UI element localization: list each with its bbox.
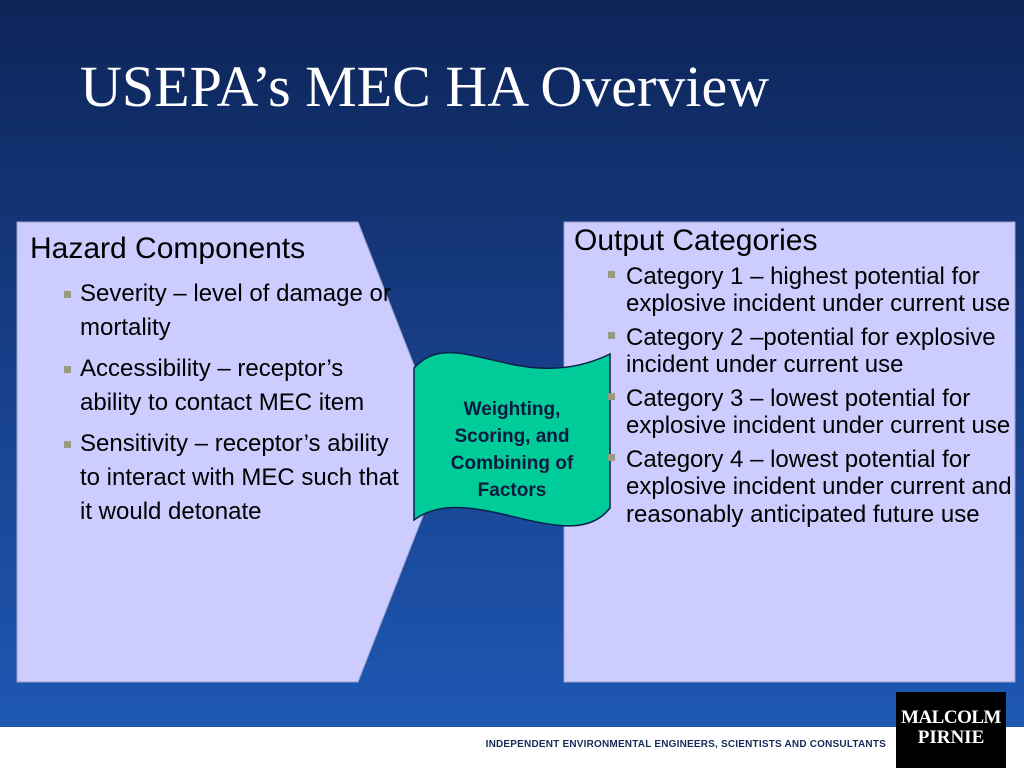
list-item xyxy=(30,427,400,529)
list-item-text: Sensitivity – receptor’s ability to interact with MEC such that it would detonate xyxy=(80,429,399,525)
square-bullet-icon xyxy=(608,271,615,278)
weighting-banner-label: Weighting, Scoring, and Combining of Factors xyxy=(450,399,574,501)
list-item-text: Category 2 –potential for explosive incident under current use xyxy=(626,323,996,378)
list-item xyxy=(574,385,1014,440)
list-item xyxy=(574,263,1014,318)
hazard-components-panel xyxy=(30,232,400,536)
list-item xyxy=(30,277,400,345)
hazard-components-heading: Hazard Components xyxy=(30,232,306,265)
square-bullet-icon xyxy=(608,393,615,400)
list-item xyxy=(30,352,400,420)
square-bullet-icon xyxy=(608,454,615,461)
output-categories-panel xyxy=(574,224,1014,534)
list-item-text: Category 3 – lowest potential for explosive incident under current use xyxy=(626,384,1011,439)
footer-tagline: INDEPENDENT ENVIRONMENTAL ENGINEERS, SCIENTISTS AND CONSULTANTS xyxy=(485,739,886,750)
logo-line-1: MALCOLM xyxy=(901,707,1001,728)
slide-title: USEPA’s MEC HA Overview xyxy=(80,54,770,119)
output-categories-list xyxy=(574,263,1014,529)
list-item-text: Category 1 – highest potential for explosive incident under current use xyxy=(626,262,1011,317)
square-bullet-icon xyxy=(608,332,615,339)
list-item xyxy=(574,324,1014,379)
list-item-text: Accessibility – receptor’s ability to contact MEC item xyxy=(80,354,365,416)
square-bullet-icon xyxy=(64,366,71,373)
square-bullet-icon xyxy=(64,441,71,448)
logo-line-2: PIRNIE xyxy=(917,727,985,748)
list-item-text: Severity – level of damage or mortality xyxy=(80,279,391,341)
list-item-text: Category 4 – lowest potential for explosive incident under current and reasonably anticipated future use xyxy=(626,445,1012,528)
output-categories-heading: Output Categories xyxy=(574,224,818,257)
hazard-components-list xyxy=(30,277,400,529)
square-bullet-icon xyxy=(64,291,71,298)
malcolm-pirnie-logo xyxy=(896,692,1006,768)
list-item xyxy=(574,446,1014,529)
